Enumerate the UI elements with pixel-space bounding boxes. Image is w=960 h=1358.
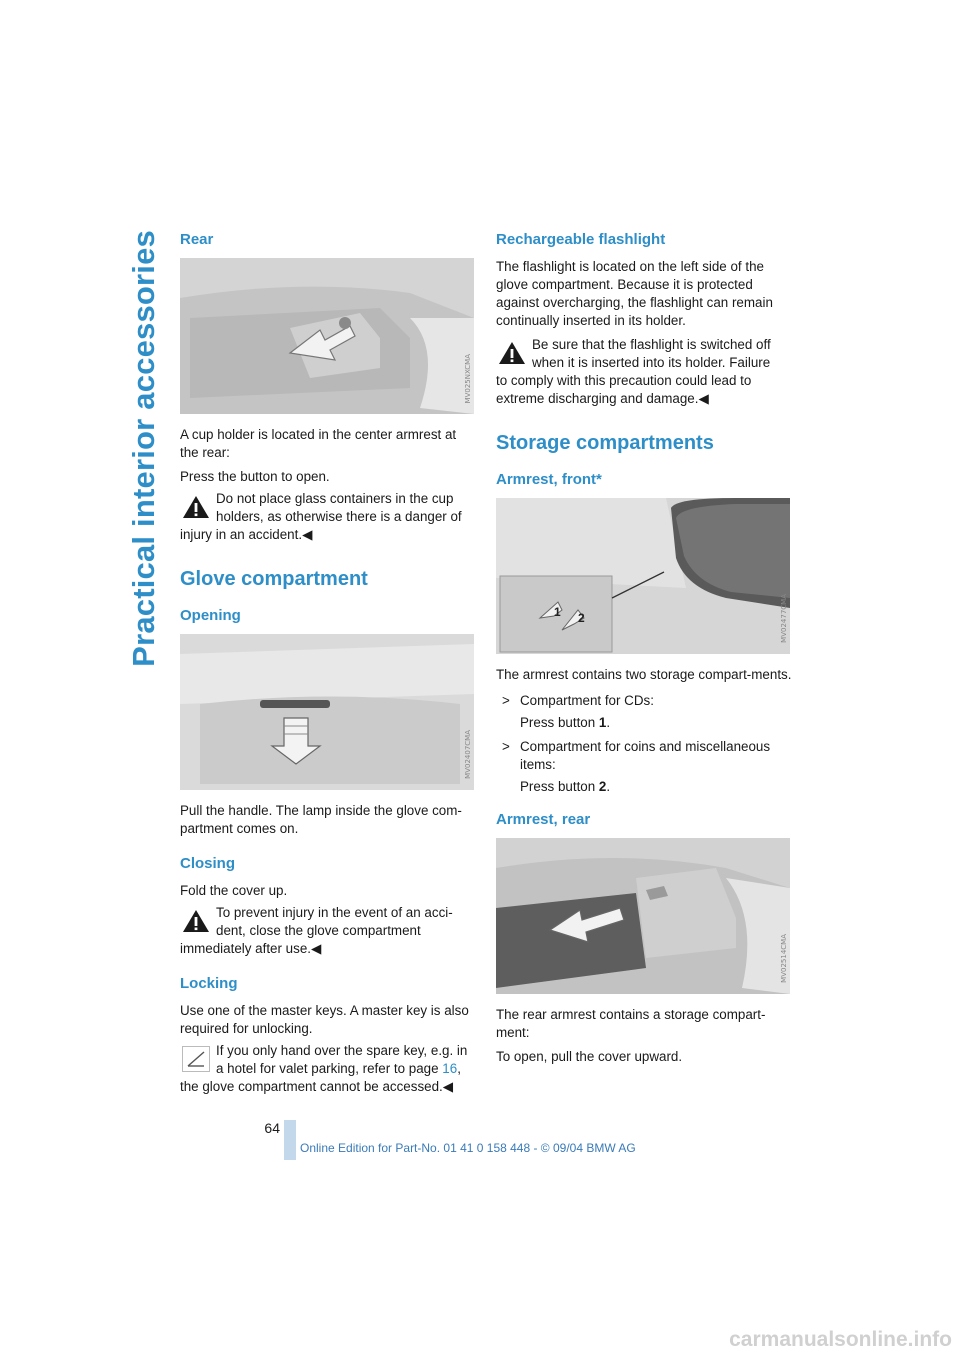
- armrest-front-figure: [496, 498, 790, 654]
- warning-triangle-icon: [498, 340, 526, 366]
- bullet-sub: [520, 714, 792, 732]
- glove-opening-illustration: [180, 634, 474, 790]
- figure-code: MV02514CMA: [780, 934, 788, 983]
- bullet-sub-text: Press button: [520, 715, 599, 730]
- flashlight-paragraph: The flashlight is located on the left side of the glove compartment. Because it is protected against overcharging, the flashlight can remain continually inserted in its holder.: [496, 259, 773, 328]
- rear-paragraph-1: A cup holder is located in the center armrest at the rear:: [180, 427, 457, 460]
- rear-heading: Rear: [180, 231, 214, 248]
- figure-code: MV02477CMA: [780, 594, 788, 643]
- armrest-rear-figure: [496, 838, 790, 994]
- figure-code: MV025NXCMA: [464, 354, 472, 404]
- flashlight-warning-note: [496, 336, 792, 408]
- locking-hint-comma: ,: [457, 1061, 461, 1076]
- bullet-sub: [520, 778, 792, 796]
- armrest-front-illustration: [496, 498, 790, 654]
- bullet-mark: >: [502, 739, 510, 754]
- button-number: 1: [598, 715, 607, 730]
- flash-warn-line-3: to comply with this precaution could lead to extreme discharging and damage.◀: [496, 373, 752, 406]
- armrest-rear-paragraph-2: To open, pull the cover upward.: [496, 1049, 683, 1064]
- closing-paragraph: Fold the cover up.: [180, 883, 288, 898]
- storage-compartments-heading: Storage compartments: [496, 432, 714, 454]
- rear-warn-line-3: injury in an accident.◀: [180, 527, 313, 542]
- warning-triangle-icon: [182, 908, 210, 934]
- footer-accent-bar: [284, 1120, 296, 1160]
- locking-hint-line-3: the glove compartment cannot be accessed.◀: [180, 1079, 454, 1094]
- right-column: [496, 230, 792, 1072]
- locking-hint-line-1: If you only hand over the spare key, e.g. in: [216, 1043, 468, 1058]
- svg-text:1: 1: [554, 605, 561, 619]
- armrest-rear-heading: Armrest, rear: [496, 811, 591, 828]
- bullet-sub-period: .: [606, 715, 611, 730]
- watermark: carmanualsonline.info: [729, 1328, 952, 1351]
- left-column: [180, 230, 476, 1102]
- glove-opening-figure: [180, 634, 474, 790]
- page-number: 64: [264, 1120, 280, 1136]
- side-title-text: Practical interior accessories: [126, 230, 161, 667]
- closing-warn-line-3: immediately after use.◀: [180, 941, 322, 956]
- rear-warn-line-1: Do not place glass containers in the cup: [216, 491, 454, 506]
- bullet-sub-period: .: [606, 779, 611, 794]
- closing-warning-note: [180, 904, 476, 958]
- closing-warn-line-1: To prevent injury in the event of an acci-: [216, 905, 453, 920]
- section-side-title: [124, 230, 164, 670]
- armrest-rear-illustration: [496, 838, 790, 994]
- armrest-front-paragraph: The armrest contains two storage compart-ments.: [496, 667, 792, 682]
- locking-hint-note: [180, 1042, 476, 1096]
- armrest-rear-paragraph-1: The rear armrest contains a storage compart-ment:: [496, 1007, 766, 1040]
- bullet-text: Compartment for CDs:: [520, 693, 654, 708]
- flash-warn-line-1: Be sure that the flashlight is switched off: [532, 337, 771, 352]
- locking-heading: Locking: [180, 975, 238, 992]
- warning-triangle-icon: [182, 494, 210, 520]
- locking-paragraph: Use one of the master keys. A master key is also required for unlocking.: [180, 1003, 469, 1036]
- page-link-16[interactable]: 16: [442, 1061, 458, 1076]
- edition-footer: Online Edition for Part-No. 01 41 0 158 448 - © 09/04 BMW AG: [300, 1141, 636, 1155]
- button-number: 2: [598, 779, 607, 794]
- bullet-text: Compartment for coins and miscellaneous items:: [520, 739, 771, 772]
- locking-hint-text: a hotel for valet parking, refer to page: [216, 1061, 443, 1076]
- bullet-sub-text: Press button: [520, 779, 599, 794]
- rear-cupholder-figure: [180, 258, 474, 414]
- opening-paragraph: Pull the handle. The lamp inside the glove com-partment comes on.: [180, 803, 462, 836]
- closing-heading: Closing: [180, 855, 235, 872]
- flash-warn-line-2: when it is inserted into its holder. Failure: [532, 355, 771, 370]
- armrest-front-heading: Armrest, front*: [496, 471, 602, 488]
- closing-warn-line-2: dent, close the glove compartment: [216, 923, 421, 938]
- rear-paragraph-2: Press the button to open.: [180, 469, 330, 484]
- flashlight-heading: Rechargeable flashlight: [496, 231, 666, 248]
- locking-hint-line-2: [180, 1060, 476, 1078]
- bullet-mark: >: [502, 693, 510, 708]
- bullet-cd-compartment: [496, 692, 792, 732]
- rear-warning-note: [180, 490, 476, 544]
- figure-code: MV02407CMA: [464, 730, 472, 779]
- svg-text:2: 2: [578, 611, 585, 625]
- opening-heading: Opening: [180, 607, 241, 624]
- hint-check-icon: [182, 1046, 210, 1072]
- rear-cupholder-illustration: [180, 258, 474, 414]
- bullet-coins-compartment: [496, 738, 792, 796]
- rear-warn-line-2: holders, as otherwise there is a danger of: [216, 509, 462, 524]
- glove-compartment-heading: Glove compartment: [180, 568, 368, 590]
